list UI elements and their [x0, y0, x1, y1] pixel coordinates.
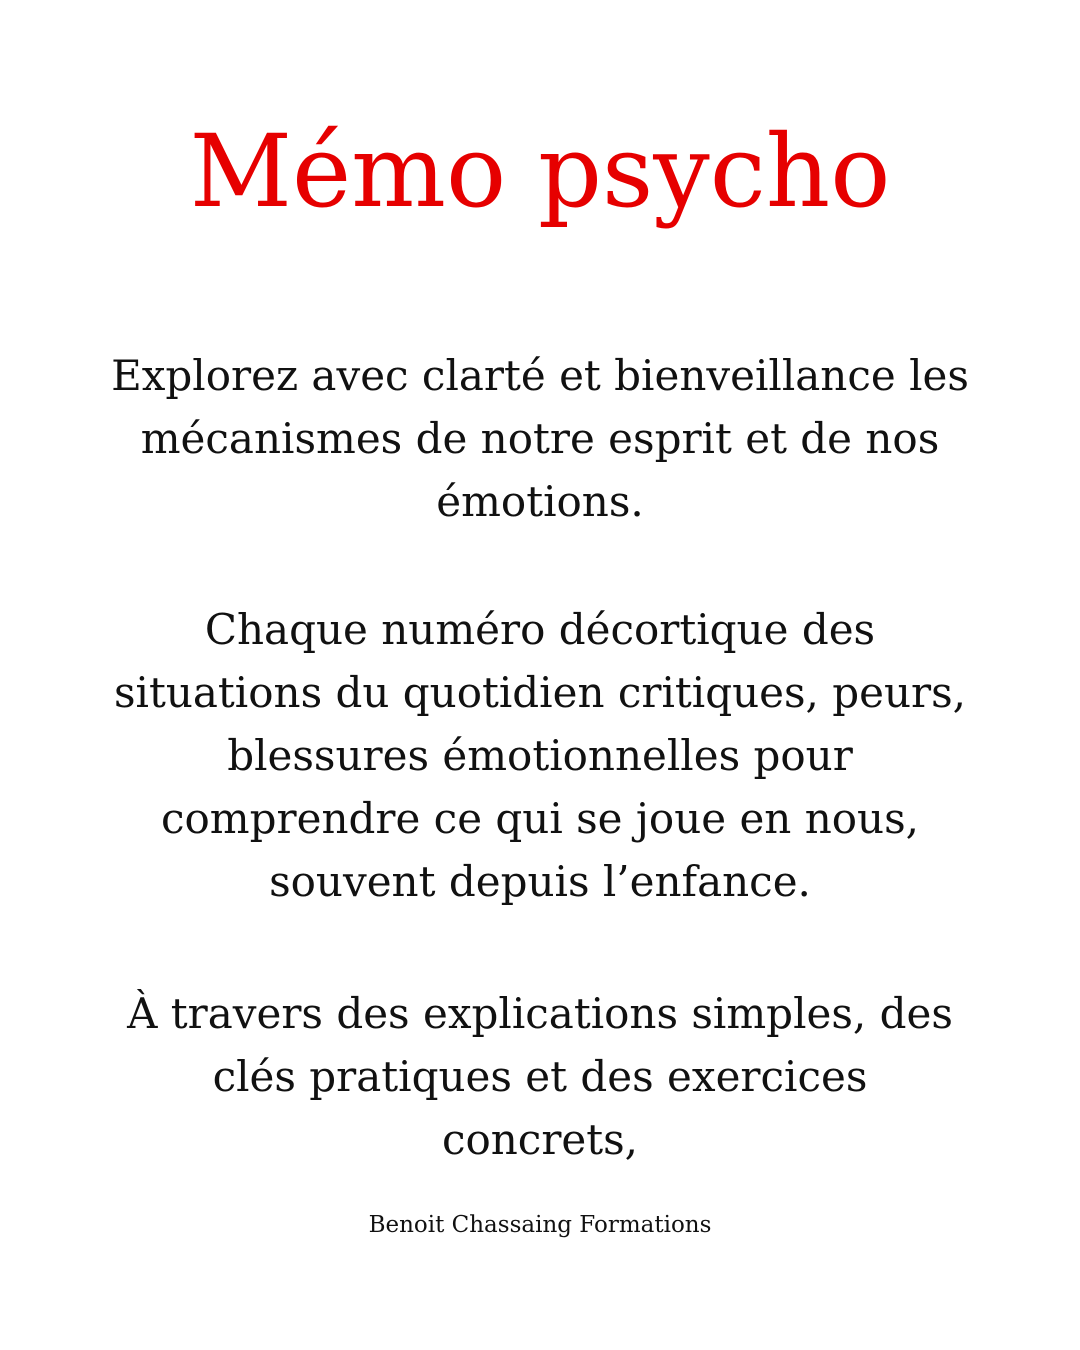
paragraph-line: concrets, — [441, 1115, 639, 1164]
page-title: Mémo psycho — [189, 113, 891, 230]
footer-credit: Benoit Chassaing Formations — [368, 1212, 712, 1238]
paragraph-line: clés pratiques et des exercices — [212, 1052, 868, 1101]
description-paragraph — [90, 598, 990, 913]
paragraph-line: Chaque numéro décortique des — [204, 605, 876, 654]
intro-paragraph — [90, 344, 990, 533]
paragraph-line: blessures émotionnelles pour — [227, 731, 853, 780]
paragraph-line: Explorez avec clarté et bienveillance les — [111, 351, 969, 400]
paragraph-line: À travers des explications simples, des — [127, 989, 953, 1038]
paragraph-line: émotions. — [436, 477, 644, 526]
paragraph-line: comprendre ce qui se joue en nous, — [161, 794, 919, 843]
paragraph-line: situations du quotidien critiques, peurs, — [113, 668, 967, 717]
paragraph-line: souvent depuis l’enfance. — [269, 857, 811, 906]
paragraph-line: mécanismes de notre esprit et de nos — [140, 414, 940, 463]
method-paragraph — [90, 982, 990, 1171]
